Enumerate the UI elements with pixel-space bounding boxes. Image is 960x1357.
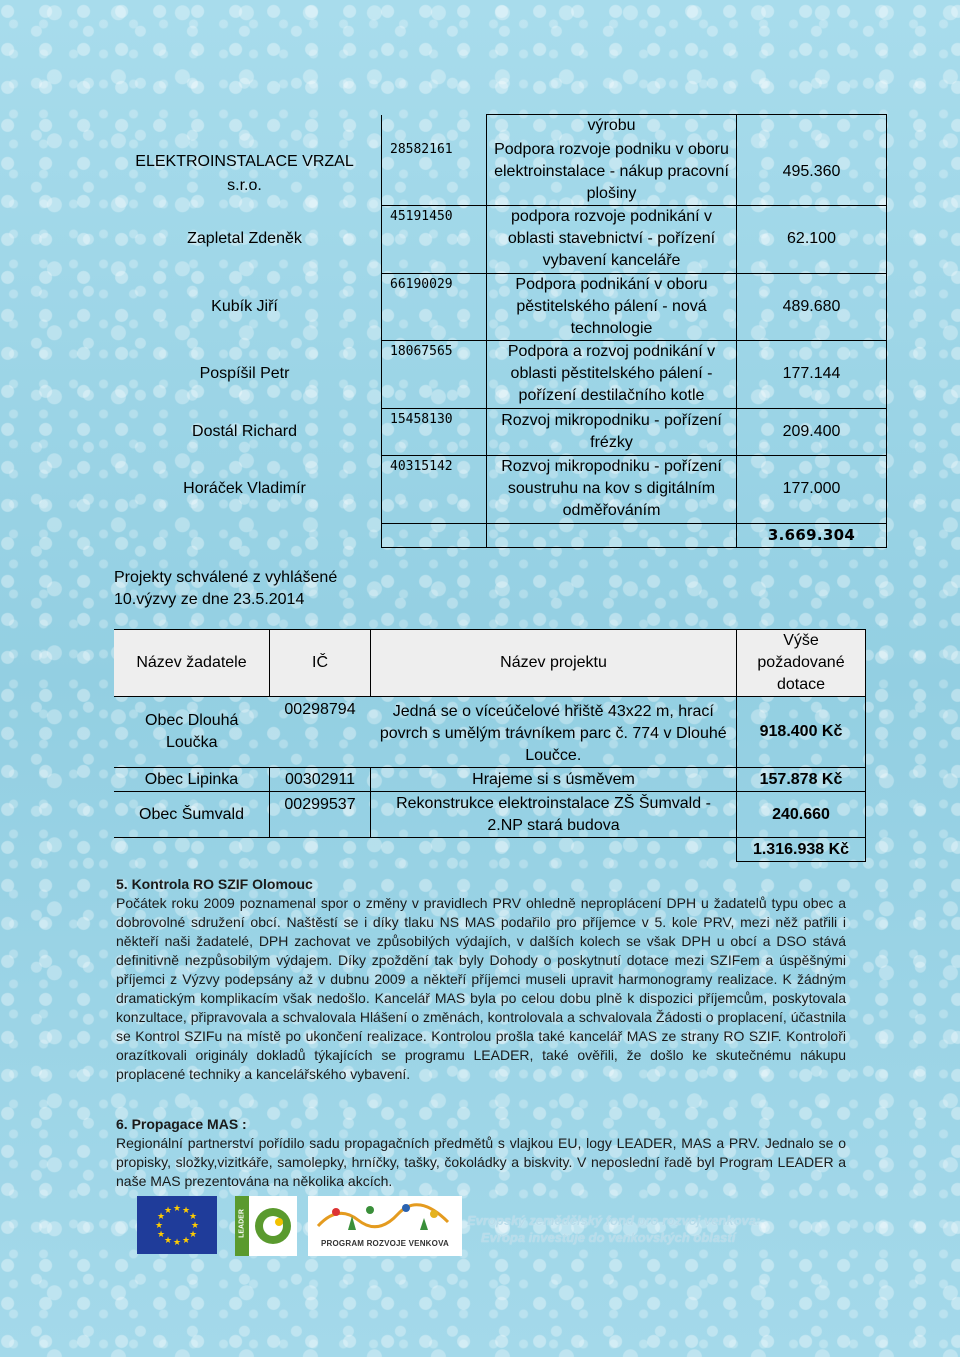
applicant-name: Horáček Vladimír: [108, 455, 382, 523]
approved-projects-caption: Projekty schválené z vyhlášené 10.výzvy ze dne 23.5.2014: [114, 569, 338, 608]
column-header-project: Název projektu: [371, 630, 737, 697]
table-cell: [382, 523, 487, 547]
grant-amount: 62.100: [737, 205, 887, 273]
table-cell: [737, 115, 887, 139]
grant-amount: 495.360: [737, 139, 887, 206]
table-cell: [371, 838, 737, 862]
svg-text:★: ★: [172, 1204, 182, 1214]
table-row: [114, 697, 866, 768]
project-name-text: Jedná se o víceúčelové hřiště 43x22 m, hrací povrch s umělým trávníkem parc č. 774 v Dlouhé Loučce.: [379, 703, 727, 764]
project-name: Podpora podnikání v oboru pěstitelského pálení - nová technologie: [487, 273, 737, 340]
column-header-ic: IČ: [270, 630, 371, 697]
table-row: [108, 205, 887, 273]
applicant-name-text: ELEKTROINSTALACE VRZAL s.r.o.: [135, 152, 354, 194]
grant-amount: 240.660: [737, 792, 866, 838]
eafrd-slogan-line-2: Evropa investuje do venkovských oblastí: [481, 1230, 736, 1245]
svg-text:★: ★: [181, 1206, 191, 1216]
table-cell: [487, 523, 737, 547]
applicant-name: [114, 697, 270, 768]
section-6: [116, 1115, 846, 1191]
ic-number: 15458130: [382, 408, 487, 455]
project-name-fragment: výrobu: [587, 117, 636, 134]
grant-amount: 157.878 Kč: [737, 768, 866, 792]
svg-text:★: ★: [181, 1236, 191, 1246]
column-header-amount-text: Výše požadované dotace: [757, 632, 845, 693]
project-name: podpora rozvoje podnikání v oblasti stavebnictví - pořízení vybavení kanceláře: [487, 205, 737, 273]
column-header-amount: [737, 630, 866, 697]
table-header-row: [114, 630, 866, 697]
section-title: 5. Kontrola RO SZIF Olomouc: [116, 876, 313, 892]
approved-projects-table-1: [108, 114, 887, 548]
svg-text:★: ★: [154, 1221, 164, 1231]
leader-logo: [235, 1196, 297, 1256]
grant-amount: 918.400 Kč: [737, 697, 866, 768]
leader-logo-text: LEADER: [238, 1209, 246, 1238]
section-body: Počátek roku 2009 poznamenal spor o změny v pravidlech PRV ohledně neproplácení DPH u žadatelů typu obec a dobrovolné sdružení obcí. Naštěstí se i díky tlaku NS MAS podařilo pro příjemce v 5. kole PRV, mezi něž patřili i někteří naši žadatelé, DPH zachovat ve způsobilých výdajích, v dalších kolech se však DPH u obcí a DSO stává definitivně nezpůsobilým výdajem. Díky zpoždění tak byly Dohody o poskytnutí dotace mezi SZIFem a úspěšnými příjemci z Výzvy podepsány až v dubnu 2009 a někteří příjemci museli upravit harmonogramy realizace. K žádným dramatickým komplikacím však nedošlo. Kancelář MAS byla po celou dobu plně k dispozici příjemcům, poskytovala konzultace, připravovala a schvalovala Hlášení o změnách, kontrolovala a schvalovala Žádosti o proplacení, účastnila se Kontrol SZIFu na místě po ukončení realizace. Kontrolou prošla také kancelář MAS ze strany RO SZIF. Kontroloři orazítkovali originály dokladů týkajících se programu LEADER, také ověřili, že došlo ke skutečnému nákupu proplacené techniky a kancelářského vybavení.: [116, 895, 846, 1082]
ic-number: 66190029: [382, 273, 487, 340]
eu-flag-logo: [137, 1196, 217, 1254]
grant-amount: 177.000: [737, 455, 887, 523]
project-name-text: Rekonstrukce elektroinstalace ZŠ Šumvald - 2.NP stará budova: [396, 794, 711, 834]
table-row: [108, 139, 887, 206]
section-5: [116, 875, 846, 1084]
ic-number: 40315142: [382, 455, 487, 523]
applicant-name: Dostál Richard: [108, 408, 382, 455]
ic-number: 00299537: [270, 792, 371, 838]
table-cell: [108, 115, 382, 139]
ic-number: 45191450: [382, 205, 487, 273]
table-row: [114, 792, 866, 838]
applicant-name: Pospíšil Petr: [108, 340, 382, 408]
prv-logo-text: PROGRAM ROZVOJE VENKOVA: [320, 1239, 450, 1248]
project-name: [371, 697, 737, 768]
table-cell: [114, 838, 270, 862]
ic-number: 28582161: [382, 139, 487, 206]
svg-text:★: ★: [163, 1236, 173, 1246]
total-amount: 3.669.304: [737, 523, 887, 547]
table-cell: [487, 115, 737, 139]
table-row: [108, 408, 887, 455]
project-name: Rozvoj mikropodniku - pořízení frézky: [487, 408, 737, 455]
table-cell: [382, 115, 487, 139]
eafrd-slogan-line-1: Evropský zemědělský fond pro rozvoj venkova:: [467, 1213, 761, 1228]
grant-amount: 489.680: [737, 273, 887, 340]
applicant-name: Obec Šumvald: [114, 792, 270, 838]
svg-text:★: ★: [188, 1212, 198, 1222]
project-name: Podpora a rozvoj podnikání v oblasti pěstitelského pálení - pořízení destilačního kotle: [487, 340, 737, 408]
total-amount: 1.316.938 Kč: [737, 838, 866, 862]
eafrd-slogan: [467, 1212, 760, 1246]
ic-number: 00302911: [270, 768, 371, 792]
table-cell: [270, 838, 371, 862]
table-total-row: [108, 523, 887, 547]
applicant-name: [108, 139, 382, 206]
table-total-row: [114, 838, 866, 862]
applicant-name: Zapletal Zdeněk: [108, 205, 382, 273]
section-body: Regionální partnerství pořídilo sadu propagačních předmětů s vlajkou EU, logy LEADER, MAS a PRV. Jednalo se o propisky, složky,vizitkáře, samolepky, hrníčky, tašky, čokoládky a biskvity. V neposlední řadě byl Program LEADER a naše MAS prezentována na několika akcích.: [116, 1135, 846, 1189]
applicant-name-text: Obec Dlouhá Loučka: [145, 712, 239, 751]
project-name: [371, 792, 737, 838]
table-row: [114, 768, 866, 792]
table-cell: [108, 523, 382, 547]
svg-text:★: ★: [172, 1238, 182, 1248]
svg-text:★: ★: [156, 1230, 166, 1240]
applicant-name: Kubík Jiří: [108, 273, 382, 340]
table-row: [108, 455, 887, 523]
project-name: Hrajeme si s úsměvem: [371, 768, 737, 792]
svg-text:★: ★: [190, 1221, 200, 1231]
project-name: Rozvoj mikropodniku - pořízení soustruhu na kov s digitálním odměřováním: [487, 455, 737, 523]
svg-text:★: ★: [188, 1230, 198, 1240]
svg-text:★: ★: [163, 1206, 173, 1216]
column-header-applicant: Název žadatele: [114, 630, 270, 697]
grant-amount: 209.400: [737, 408, 887, 455]
ic-number: 00298794: [270, 697, 371, 768]
project-name: Podpora rozvoje podniku v oboru elektroinstalace - nákup pracovní plošiny: [487, 139, 737, 206]
table-row: [108, 340, 887, 408]
approved-projects-table-2: [114, 629, 866, 862]
svg-text:★: ★: [156, 1212, 166, 1222]
table-row: [108, 273, 887, 340]
ic-number: 18067565: [382, 340, 487, 408]
grant-amount: 177.144: [737, 340, 887, 408]
section-title: 6. Propagace MAS :: [116, 1116, 247, 1132]
applicant-name: Obec Lipinka: [114, 768, 270, 792]
prv-logo: [308, 1196, 462, 1256]
